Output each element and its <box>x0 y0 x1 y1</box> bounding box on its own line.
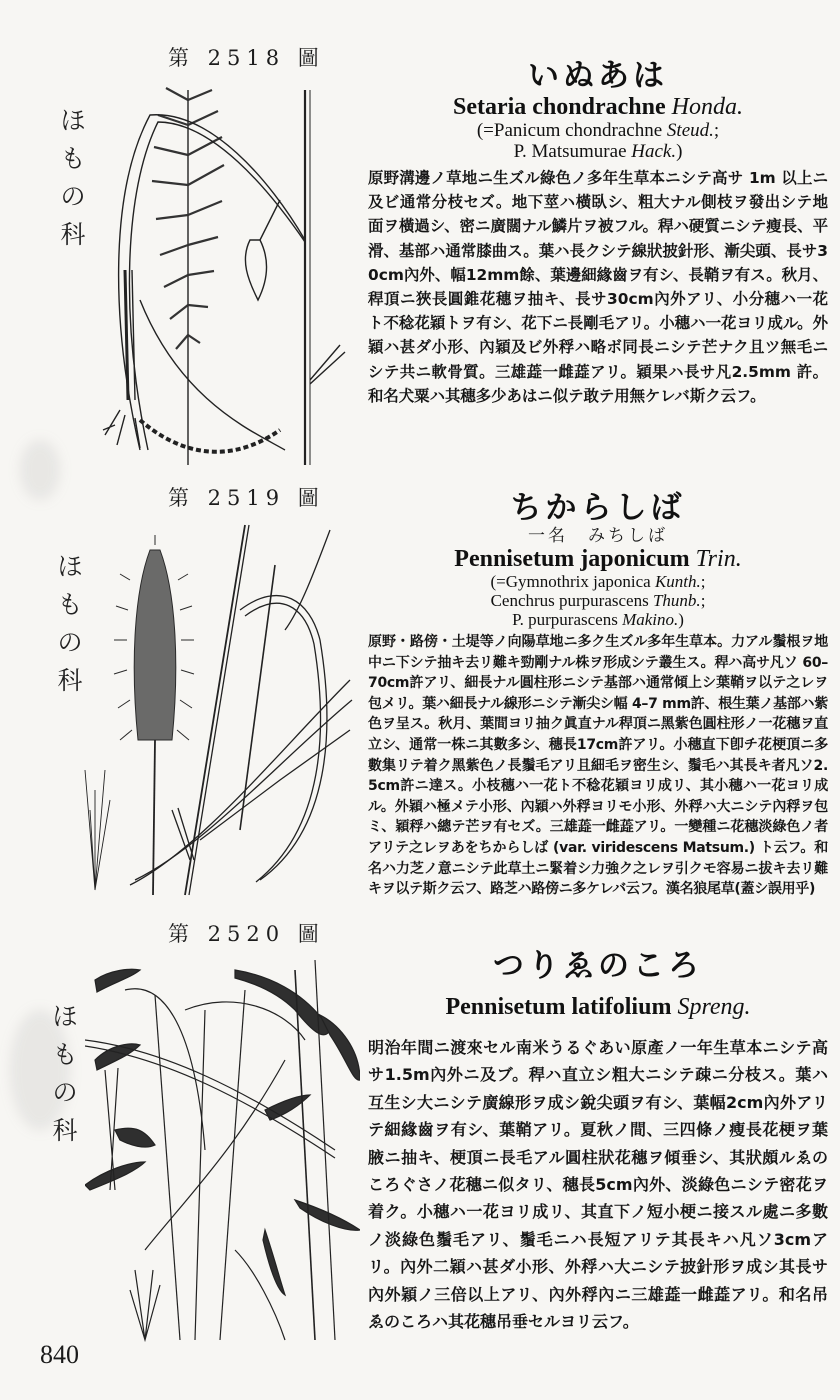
synonym-line <box>368 141 828 162</box>
synonym-name: P. purpurascens <box>512 610 623 629</box>
figure-label-2518: 第 2518 圖 <box>168 46 325 70</box>
figure-label-2520: 第 2520 圖 <box>168 922 325 946</box>
scientific-name-binomial: Pennisetum latifolium <box>445 994 672 1020</box>
synonym-punct: ; <box>700 572 706 591</box>
synonym-line <box>368 120 828 141</box>
family-label: ほもの科 <box>60 106 86 249</box>
illustration-pennisetum-latifolium <box>85 950 360 1345</box>
scientific-name-author: Trin. <box>695 546 742 572</box>
synonym-author: Makino. <box>622 610 679 629</box>
grass-drawing-icon <box>100 70 360 470</box>
synonym-line <box>368 591 828 610</box>
synonym-line <box>368 610 828 629</box>
japanese-name: いぬあは <box>528 58 668 94</box>
scientific-name <box>368 546 828 572</box>
description: 原野溝邊ノ草地ニ生ズル綠色ノ多年生草本ニシテ高サ 1m 以上ニ及ビ通常分枝セズ。地下莖ハ橫臥シ、粗大ナル側枝ヲ發出シテ地面ヲ橫過シ、密ニ廣闊ナル鱗片ヲ被フル。稈ハ硬質ニシテ瘦長、平滑、基部ハ通常膝曲ス。葉ハ長クシテ線狀披針形、漸尖頭、長サ30cm內外、幅12mm餘、葉邊細緣齒ヲ有シ、長鞘ヲ有ス。秋月、稈頂ニ狹長圓錐花穗ヲ抽キ、長サ30cm內外アリ、小分穗ハ一花ト不稔花穎トヲ有シ、花下ニ長剛毛アリ。小穗ハ一花ヨリ成ル。外穎ハ甚ダ小形、內穎及ビ外稃ハ略ボ同長ニシテ芒ナク且ツ無毛ニシテ共ニ軟骨質。三雄蕋一雌蕋アリ。穎果ハ長サ凡2.5mm 許。和名犬粟ハ其穗多少あはニ似テ敢テ用無ケレバ斯ク云フ。 <box>368 169 828 405</box>
japanese-name: つりゑのころ <box>493 948 703 984</box>
description: 原野・路傍・土堤等ノ向陽草地ニ多ク生ズル多年生草本。力アル鬚根ヲ地中ニ下シテ抽キ去リ難キ勁剛ナル株ヲ形成シテ叢生ス。稈ハ高サ凡ソ 60–70cm許アリ、細長ナル圓柱形ニシテ基部ハ通常傾上シ葉鞘ヲ以テ之レヲ包メリ。葉ハ細長ナル線形ニシテ漸尖シ幅 4–7 mm許、根生葉ノ基部ハ紫色ヲ呈ス。秋月、葉間ヨリ抽ク眞直ナル稈頂ニ黑紫色圓柱形ノ一花穗ヲ直立シ、通常一株ニ其數多シ、穗長17cm許アリ。小穗直下卽チ花梗頂ニ多數集リテ着ク黑紫色ノ長鬚毛アリ且細毛ヲ密生シ、鬚毛ハ其長キ者凡ソ2.5cm許ニ達ス。小枝穗ハ一花ト不稔花穎ヨリ成リ、其小穗ハ一花ヨリ成ル。外穎ハ極メテ小形、內穎ハ外稃ヨリモ小形、外稃ハ大ニシテ內稃ヲ包ミ、穎稃ハ總テ芒ヲ有セズ。三雄蕋一雌蕋アリ。一變種ニ花穗淡綠色ノ者アリテ之レヲあをちからしば (var. viridescens Matsum.) ト云フ。和名ハ力芝ノ意ニシテ此草土ニ緊着シ力強ク之レヲ引クモ容易ニ拔キ去リ難キヲ以テ斯ク云フ、路芝ハ路傍ニ多ケレバ云フ。漢名狼尾草(蓋シ誤用乎) <box>368 634 828 898</box>
entry-2520 <box>368 948 828 1335</box>
synonym-name: (=Gymnothrix japonica <box>490 572 655 591</box>
scientific-name-binomial: Pennisetum japonicum <box>454 546 690 572</box>
illustration-setaria-chondrachne <box>100 70 360 470</box>
scientific-name-author: Honda. <box>671 94 743 120</box>
synonym-name: Cenchrus purpurascens <box>490 591 653 610</box>
synonym-punct: ; <box>700 591 706 610</box>
synonym-punct: ) <box>678 610 684 629</box>
page-number: 840 <box>40 1340 79 1369</box>
synonym-name: (=Panicum chondrachne <box>476 120 667 141</box>
synonym-author: Thunb. <box>652 591 701 610</box>
japanese-name: ちからしば <box>510 490 686 526</box>
synonym-punct: ; <box>713 120 720 141</box>
synonym-author: Steud. <box>666 120 714 141</box>
paper-stain <box>20 440 60 500</box>
alternate-name: 一名 みちしば <box>528 526 668 546</box>
scientific-name-author: Spreng. <box>677 994 751 1020</box>
synonym-name: P. Matsumurae <box>513 141 632 162</box>
entry-2518 <box>368 58 828 408</box>
synonym-punct: ) <box>676 141 683 162</box>
description: 明治年間ニ渡來セル南米うるぐあい原產ノ一年生草本ニシテ高サ1.5m內外ニ及ブ。稈ハ直立シ粗大ニシテ疎ニ分枝ス。葉ハ互生シ大ニシテ廣線形ヲ成シ銳尖頭ヲ有シ、葉幅2cm內外アリテ細緣齒ヲ有シ、葉鞘アリ。夏秋ノ間、三四條ノ瘦長花梗ヲ葉腋ニ抽キ、梗頂ニ長毛アル圓柱狀花穗ヲ傾垂シ、其狀頗ルゑのころぐさノ花穗ニ似タリ、穗長5cm內外、淡綠色ニシテ密花ヲ着ク。小穗ハ一花ヨリ成リ、其直下ノ短小梗ニ接スル處ニ多數ノ淡綠色鬚毛アリ、鬚毛ニハ長短アリテ其長キハ凡ソ3cmアリ。內外二穎ハ甚ダ小形、外稃ハ大ニシテ披針形ヲ成シ其長サ內外穎ノ三倍以上アリ、內外稃內ニ三雄蕋一雌蕋アリ。和名吊ゑのころハ其花穗吊垂セルヨリ云フ。 <box>368 1038 828 1332</box>
synonym-line <box>368 572 828 591</box>
grass-drawing-icon <box>85 950 360 1345</box>
illustration-pennisetum-japonicum <box>80 510 360 910</box>
entry-2519 <box>368 490 828 900</box>
grass-drawing-icon <box>80 510 360 910</box>
family-label: ほもの科 <box>57 552 83 695</box>
scientific-name <box>368 94 828 120</box>
family-label: ほもの科 <box>52 1002 78 1145</box>
scientific-name <box>368 994 828 1020</box>
scientific-name-binomial: Setaria chondrachne <box>452 94 666 120</box>
synonym-author: Hack. <box>631 141 677 162</box>
synonym-author: Kunth. <box>654 572 701 591</box>
figure-label-2519: 第 2519 圖 <box>168 486 325 510</box>
